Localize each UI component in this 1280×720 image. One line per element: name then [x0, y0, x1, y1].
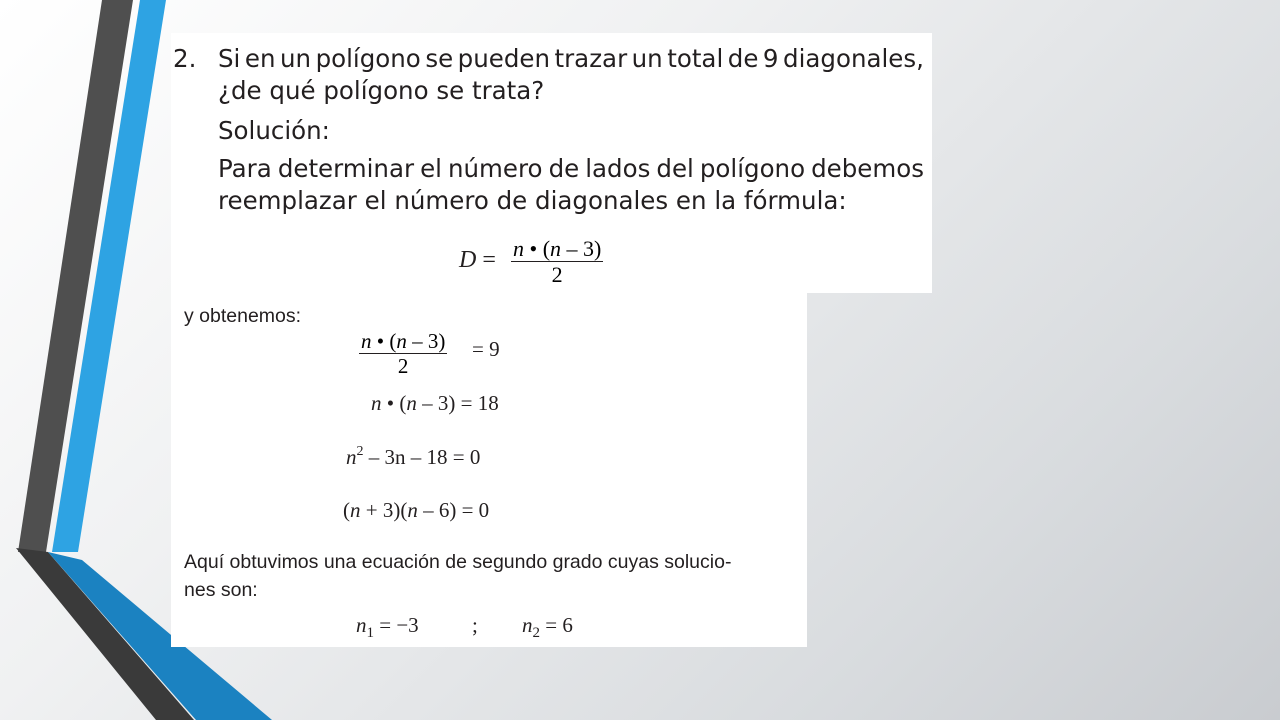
word: Si: [218, 44, 241, 73]
word: determinar: [277, 154, 415, 183]
step3-equation: $n^2 - 3n - 18 = 0$: [346, 444, 481, 469]
word: Para: [218, 154, 272, 183]
word: el: [420, 154, 442, 183]
conclusion-line2: nes son:: [184, 579, 258, 601]
word: total: [667, 44, 724, 73]
step2-equation: n • (n – 3) = 18: [371, 391, 499, 415]
word: lados: [585, 154, 651, 183]
word: diagonales,: [783, 44, 924, 73]
formula-fraction: [511, 236, 603, 288]
solution-separator: ;: [472, 613, 478, 637]
word: de: [727, 44, 759, 73]
solution-n2: $n_2 = 6$: [522, 613, 573, 641]
step4-equation: (n + 3)(n – 6) = 0: [343, 498, 490, 522]
word: un: [280, 44, 312, 73]
step1-fraction: [359, 329, 447, 378]
textbook-excerpt-top: [171, 33, 932, 293]
steps-intro: y obtenemos:: [184, 305, 302, 327]
word: debemos: [811, 154, 924, 183]
problem-statement-line2: ¿de qué polígono se trata?: [218, 76, 545, 105]
word: un: [631, 44, 663, 73]
problem-number: 2.: [173, 44, 197, 73]
formula-numerator: n • (n – 3): [513, 236, 602, 261]
word: en: [244, 44, 276, 73]
word: número: [448, 154, 543, 183]
word: del: [656, 154, 694, 183]
word: polígono: [699, 154, 806, 183]
formula-lhs: D =: [459, 247, 496, 273]
step1-denominator: 2: [397, 354, 409, 379]
step1-numerator: n • (n – 3): [361, 329, 446, 353]
solution-label: Solución:: [218, 116, 330, 145]
word: se: [425, 44, 454, 73]
word: de: [548, 154, 580, 183]
word: 9: [762, 44, 779, 73]
intro-line2: reemplazar el número de diagonales en la fórmula:: [218, 186, 847, 215]
intro-line1: [218, 154, 924, 183]
word: trazar: [554, 44, 628, 73]
formula-denominator: 2: [551, 262, 563, 288]
textbook-excerpt-bottom: [171, 293, 807, 647]
problem-statement-line1: [218, 44, 924, 73]
step1-rhs: = 9: [472, 337, 500, 361]
solution-n1: $n_1 = -3$: [356, 613, 419, 641]
word: polígono: [315, 44, 421, 73]
word: pueden: [457, 44, 550, 73]
conclusion-line1: Aquí obtuvimos una ecuación de segundo grado cuyas solucio-: [184, 551, 732, 573]
